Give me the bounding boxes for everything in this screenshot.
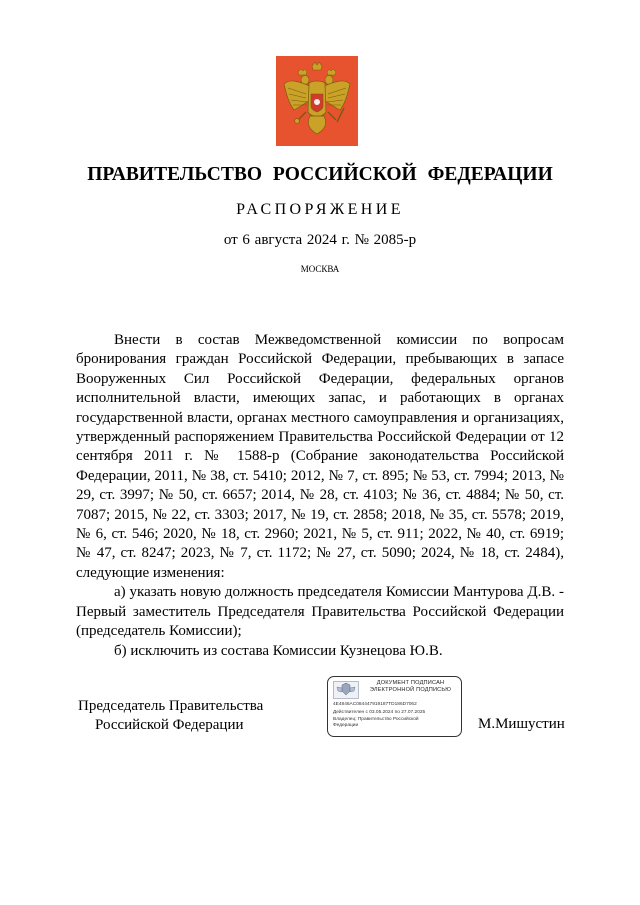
coat-of-arms-icon [276,56,358,146]
body-item-a: а) указать новую должность председателя Комиссии Мантурова Д.В. - Первый заместитель Председателя Правительства Российской Федерации (председатель Комиссии); [76,584,564,640]
body-paragraph: Внести в состав Межведомственной комиссии по вопросам бронирования граждан Российской Федерации, пребывающих в запасе Вооруженных Сил Российской Федерации, федеральных органов исполнительной власти, имеющих запас, и работающих в органах государственной власти, органах местного самоуправления и организациях, утвержденный распоряжением Правительства Российской Федерации от 12 сентября 2011 г. № 1588-р (Собрание законодательства Российской Федерации, 2011, № 38, ст. 5410; 2012, № 7, ст. 895; № 53, ст. 7994; 2013, № 29, ст. 3997; № 50, ст. 6657; 2014, № 28, ст. 4103; № 36, ст. 4884; № 50, ст. 7087; 2015, № 22, ст. 3303; 2017, № 19, ст. 2858; 2018, № 35, ст. 5578; 2019, № 6, ст. 546; 2020, № 18, ст. 2960; 2021, № 5, ст. 911; 2022, № 40, ст. 6919; № 47, ст. 8247; 2023, № 7, ст. 1172; № 27, ст. 5090; 2024, № 18, ст. 2484), следующие изменения: [76,332,564,581]
stamp-heading-line1: ДОКУМЕНТ ПОДПИСАН [376,680,445,686]
electronic-signature-stamp [327,676,462,737]
signatory-position [78,697,263,735]
stamp-emblem-icon [333,681,359,699]
signatory-name: М.Мишустин [478,716,565,732]
body-item-b: б) исключить из состава Комиссии Кузнецова Ю.В. [114,642,443,659]
stamp-owner-line1: Владелец: Правительство Российской [333,717,419,722]
stamp-validity: Действителен с 03.05.2024 по 27.07.2025 [333,710,426,715]
document-body [76,331,564,661]
document-date-number: от 6 августа 2024 г. № 2085-р [223,232,417,248]
document-type: РАСПОРЯЖЕНИЕ [236,201,404,218]
stamp-certificate: 4E4846AC084447919187TD186D7062 [333,702,417,707]
signatory-position-line1: Председатель Правительства [78,698,264,714]
stamp-heading-line2: ЭЛЕКТРОННОЙ ПОДПИСЬЮ [369,687,452,693]
stamp-owner-line2: Федерации [333,723,359,728]
government-title: ПРАВИТЕЛЬСТВО РОССИЙСКОЙ ФЕДЕРАЦИИ [87,164,553,185]
document-city: МОСКВА [300,264,340,274]
signatory-position-line2: Российской Федерации [95,717,244,733]
stamp-heading [363,680,458,694]
